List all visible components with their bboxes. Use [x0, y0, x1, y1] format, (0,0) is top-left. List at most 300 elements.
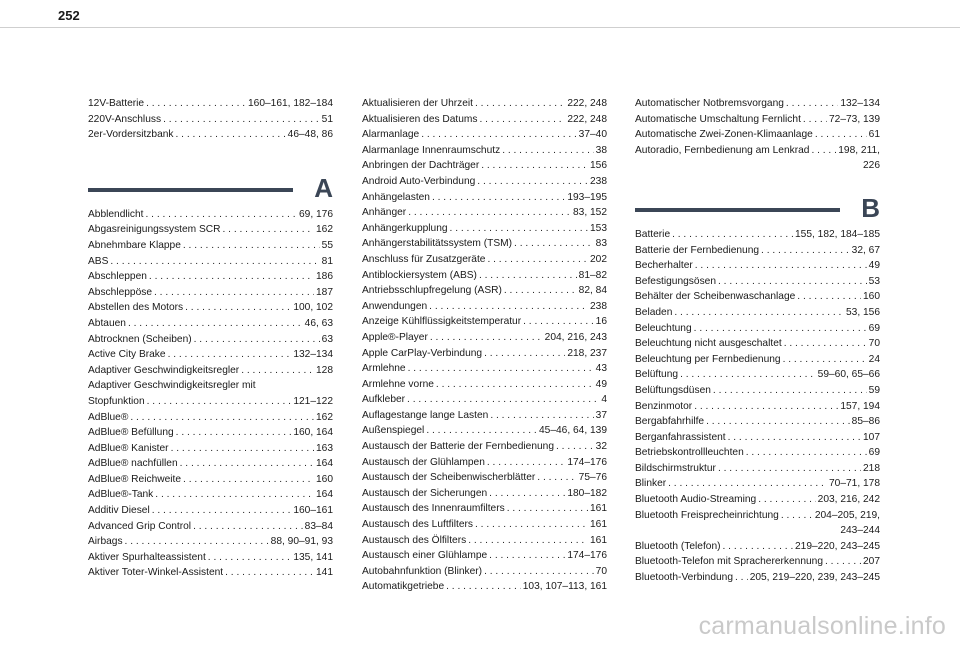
index-entry-pages: 85–86	[851, 416, 880, 428]
index-entry	[635, 258, 880, 274]
index-entry-pages: 51	[321, 113, 333, 125]
index-entry-label: Becherhalter	[635, 260, 693, 272]
index-entry-label: Außenspiegel	[362, 425, 425, 437]
dot-leader	[432, 190, 565, 206]
index-entry	[362, 361, 607, 377]
index-entry-label: Beleuchtung	[635, 322, 692, 334]
index-entry	[362, 564, 607, 580]
dot-leader	[489, 486, 565, 502]
index-entry-pages: 59–60, 65–66	[817, 369, 880, 381]
index-entry-pages: 70	[595, 565, 607, 577]
index-entry-pages: 132–134	[840, 98, 880, 109]
index-entry-pages: 238	[590, 175, 607, 187]
index-entry	[88, 112, 333, 128]
index-entry-pages: 24	[868, 353, 880, 365]
dot-leader	[436, 377, 594, 393]
index-entry-pages: 59	[868, 384, 880, 396]
dot-leader	[783, 352, 867, 368]
index-entry-pages: 186	[316, 271, 333, 283]
dot-leader	[171, 441, 314, 457]
dot-leader	[475, 517, 588, 533]
index-entry-label: Adaptiver Geschwindigkeitsregler	[88, 364, 240, 376]
dot-leader	[193, 519, 303, 535]
dot-leader	[718, 461, 861, 477]
index-entry	[88, 425, 333, 441]
index-entry-pages: 198, 211,	[838, 144, 880, 156]
index-entry	[362, 299, 607, 315]
index-entry	[362, 470, 607, 486]
index-entry-pages: 49	[595, 378, 607, 390]
index-entry	[635, 430, 880, 446]
index-entry-label: Antriebsschlupfregelung (ASR)	[362, 285, 502, 297]
index-entry	[88, 550, 333, 566]
dot-leader	[825, 554, 861, 570]
index-entry	[362, 377, 607, 393]
index-entry-label: Antiblockiersystem (ABS)	[362, 269, 477, 281]
dot-leader	[786, 96, 838, 112]
dot-leader	[407, 392, 599, 408]
index-entry-pages: 32	[595, 441, 607, 453]
index-entry	[635, 399, 880, 415]
index-entry-label: Anwendungen	[362, 300, 428, 312]
index-entry	[362, 190, 607, 206]
dot-leader	[125, 534, 269, 550]
index-entry-pages: 204, 216, 243	[544, 331, 607, 343]
index-entry	[362, 268, 607, 284]
index-entry-pages: 128	[316, 364, 333, 376]
index-entry-label: Austausch des Innenraumfilters	[362, 503, 505, 515]
index-entry-label: Anhängelasten	[362, 191, 430, 203]
index-entry-label: AdBlue®	[88, 411, 129, 423]
index-entry-label: Bluetooth Audio-Streaming	[635, 494, 757, 506]
index-entry-pages: 161	[590, 534, 607, 546]
dot-leader	[487, 252, 588, 268]
index-entry	[362, 143, 607, 159]
dot-leader	[147, 394, 292, 410]
index-entry-pages: 81–82	[578, 269, 607, 281]
index-entry-label: Autoradio, Fernbedienung am Lenkrad	[635, 144, 810, 156]
index-entry-continuation: 243–244	[840, 525, 880, 537]
index-entry	[88, 441, 333, 457]
index-entry-label: AdBlue®-Tank	[88, 489, 154, 501]
index-entry	[362, 439, 607, 455]
index-entry	[362, 501, 607, 517]
index-column-3	[635, 96, 880, 586]
index-entry	[88, 519, 333, 535]
index-entry-label: Befestigungsösen	[635, 275, 716, 287]
index-entry-pages: 37	[595, 409, 607, 421]
watermark: carmanualsonline.info	[698, 612, 946, 640]
index-entry-label: Abblendlicht	[88, 208, 144, 220]
dot-leader	[176, 425, 292, 441]
dot-leader	[429, 299, 588, 315]
index-entry-label: Abtauen	[88, 317, 126, 329]
index-entry	[635, 508, 880, 524]
dot-leader	[815, 127, 867, 143]
index-entry	[635, 112, 880, 128]
index-entry-label: AdBlue® Kanister	[88, 442, 169, 454]
index-entry-label: Beladen	[635, 306, 673, 318]
index-entry-label: AdBlue® nachfüllen	[88, 458, 178, 470]
dot-leader	[225, 565, 314, 581]
index-entry-label: Austausch der Sicherungen	[362, 487, 488, 499]
index-entry	[88, 222, 333, 238]
dot-leader	[163, 112, 320, 128]
dot-leader	[408, 361, 594, 377]
index-entry-label: Blinker	[635, 478, 667, 490]
index-entry-pages: 53, 156	[846, 306, 880, 318]
index-entry-label: Bluetooth-Telefon mit Sprachererkennung	[635, 556, 824, 568]
index-entry-label: 2er-Vordersitzbank	[88, 129, 174, 141]
index-entry-pages: 164	[316, 489, 333, 501]
index-entry-pages: 83	[595, 238, 607, 250]
index-entry-pages: 61	[868, 129, 880, 141]
index-entry-pages: 70–71, 178	[829, 478, 880, 490]
dot-leader	[784, 336, 867, 352]
index-entry	[88, 487, 333, 503]
dot-leader	[446, 579, 521, 595]
index-entry	[362, 408, 607, 424]
index-entry	[635, 476, 880, 492]
index-entry-pages: 180–182	[567, 487, 607, 499]
index-entry-pages: 161	[590, 503, 607, 515]
index-entry-label: Android Auto-Verbindung	[362, 175, 476, 187]
dot-leader	[706, 414, 850, 430]
index-entry-pages: 135, 141	[293, 551, 333, 563]
index-entry-label: Armlehne vorne	[362, 378, 434, 390]
dot-leader	[723, 539, 794, 555]
index-entry-label: Batterie der Fernbedienung	[635, 244, 760, 256]
index-entry	[88, 347, 333, 363]
index-entry-pages: 69, 176	[299, 208, 333, 220]
index-entry	[362, 96, 607, 112]
index-entry	[362, 346, 607, 362]
index-entry-label: Automatischer Notbremsvorgang	[635, 98, 784, 109]
dot-leader	[484, 564, 594, 580]
index-entry-label: Bildschirmstruktur	[635, 462, 716, 474]
dot-leader	[507, 501, 588, 517]
dot-leader	[758, 492, 815, 508]
index-entry-label: Automatische Umschaltung Fernlicht	[635, 113, 801, 125]
index-entry-pages: 203, 216, 242	[817, 494, 880, 506]
index-entry-pages: 153	[590, 222, 607, 234]
index-entry-pages: 49	[868, 260, 880, 272]
index-entry-label: Abstellen des Motors	[88, 302, 184, 314]
index-entry-pages: 72–73, 139	[829, 113, 880, 125]
index-entry-label: Abgasreinigungssystem SCR	[88, 224, 221, 236]
dot-leader	[713, 383, 867, 399]
index-entry-label: Automatikgetriebe	[362, 581, 445, 593]
dot-leader	[479, 268, 577, 284]
dot-leader	[484, 346, 565, 362]
dot-leader	[514, 236, 594, 252]
index-entry-pages: 160, 164	[293, 427, 333, 439]
index-entry-pages: 207	[863, 556, 880, 568]
index-entry-label: Alarmanlage Innenraumschutz	[362, 144, 501, 156]
dot-leader	[489, 548, 565, 564]
index-column-2	[362, 96, 607, 595]
dot-leader	[146, 207, 297, 223]
index-entry	[88, 410, 333, 426]
dot-leader	[475, 96, 565, 112]
index-entry	[635, 127, 880, 143]
dot-leader	[523, 314, 594, 330]
index-entry	[362, 158, 607, 174]
dot-leader	[761, 243, 850, 259]
index-entry-pages: 164	[316, 458, 333, 470]
index-entry-pages: 75–76	[578, 472, 607, 484]
dot-leader	[728, 430, 861, 446]
index-entry-label: Abtrocknen (Scheiben)	[88, 333, 192, 345]
index-entry-pages: 218, 237	[567, 347, 607, 359]
dot-leader	[194, 332, 320, 348]
index-entry-pages: 156	[590, 160, 607, 172]
index-entry	[88, 254, 333, 270]
index-entry	[362, 579, 607, 595]
index-entry	[88, 565, 333, 581]
index-entry	[88, 269, 333, 285]
index-entry	[635, 243, 880, 259]
index-entry-label: Betriebskontrollleuchten	[635, 447, 744, 459]
section-header	[88, 171, 333, 201]
index-entry-pages: 204–205, 219,	[814, 509, 880, 521]
index-entry-label: Aktiver Toter-Winkel-Assistent	[88, 567, 224, 579]
index-entry-label: Additiv Diesel	[88, 505, 150, 517]
index-entry-pages: 69	[868, 322, 880, 334]
index-entry	[88, 394, 333, 410]
index-entry-pages: 83, 152	[573, 207, 607, 219]
index-entry-pages: 174–176	[567, 550, 607, 562]
dot-leader	[695, 258, 867, 274]
index-entry-label: Beleuchtung nicht ausgeschaltet	[635, 338, 782, 350]
index-entry-label: Behälter der Scheibenwaschanlage	[635, 291, 796, 303]
index-entry-label: 220V-Anschluss	[88, 113, 162, 125]
index-entry-pages: 162	[316, 224, 333, 236]
index-entry	[362, 392, 607, 408]
index-entry-pages: 121–122	[293, 395, 333, 407]
index-entry-label: Armlehne	[362, 363, 406, 375]
dot-leader	[537, 470, 576, 486]
index-entry	[362, 127, 607, 143]
dot-leader	[430, 330, 543, 346]
index-entry-label: Bergabfahrhilfe	[635, 416, 705, 428]
index-entry-pages: 32, 67	[851, 244, 880, 256]
dot-leader	[490, 408, 593, 424]
index-entry	[362, 517, 607, 533]
index-entry-label: Abnehmbare Klappe	[88, 239, 181, 251]
index-entry-label: Apple CarPlay-Verbindung	[362, 347, 483, 359]
dot-leader	[128, 316, 303, 332]
index-entry-label: Aktualisieren der Uhrzeit	[362, 98, 473, 109]
index-entry	[362, 221, 607, 237]
dot-leader	[146, 96, 246, 112]
index-entry-label: Autobahnfunktion (Blinker)	[362, 565, 483, 577]
dot-leader	[487, 455, 565, 471]
index-entry-pages: 160–161	[293, 505, 333, 517]
index-entry-pages: 46–48, 86	[287, 129, 333, 141]
dot-leader	[185, 300, 291, 316]
index-entry-pages: 141	[316, 567, 333, 579]
index-entry-label: Austausch des Luftfilters	[362, 519, 473, 531]
dot-leader	[152, 503, 292, 519]
dot-leader	[208, 550, 292, 566]
dot-leader	[680, 367, 816, 383]
index-entry	[362, 174, 607, 190]
dot-leader	[154, 285, 314, 301]
index-entry-pages: 43	[595, 363, 607, 375]
index-entry	[362, 330, 607, 346]
index-entry	[635, 570, 880, 586]
spacer	[635, 174, 880, 191]
dot-leader	[408, 205, 571, 221]
index-entry	[362, 112, 607, 128]
index-entry-label: Austausch der Glühlampen	[362, 456, 485, 468]
index-entry	[635, 414, 880, 430]
dot-leader	[450, 221, 588, 237]
index-entry-label: Bluetooth (Telefon)	[635, 540, 721, 552]
index-entry	[635, 461, 880, 477]
index-entry	[362, 252, 607, 268]
index-entry-label: 12V-Batterie	[88, 98, 145, 109]
spacer	[88, 143, 333, 171]
index-entry	[88, 96, 333, 112]
index-entry	[88, 472, 333, 488]
index-entry-label: Bluetooth Freisprecheinrichtung	[635, 509, 779, 521]
section-bar	[635, 208, 858, 212]
index-entry	[88, 363, 333, 379]
dot-leader	[803, 112, 827, 128]
dot-leader	[502, 143, 593, 159]
index-entry	[362, 205, 607, 221]
index-entry-label: AdBlue® Reichweite	[88, 473, 182, 485]
index-entry-pages: 81	[321, 255, 333, 267]
dot-leader	[183, 238, 320, 254]
page-number: 252	[58, 8, 80, 23]
index-entry-pages: 160	[863, 291, 880, 303]
index-entry	[635, 352, 880, 368]
header-divider	[0, 27, 960, 28]
index-entry-label: Alarmanlage	[362, 129, 420, 141]
index-entry-pages: 161	[590, 519, 607, 531]
index-entry-label: ABS	[88, 255, 109, 267]
dot-leader	[718, 274, 867, 290]
index-entry-label: Active City Brake	[88, 349, 166, 361]
index-entry-pages: 174–176	[567, 456, 607, 468]
dot-leader	[241, 363, 314, 379]
index-entry-pages: 219–220, 243–245	[795, 540, 880, 552]
index-entry-label: Austausch der Batterie der Fernbedienung	[362, 441, 554, 453]
index-entry-pages: 193–195	[567, 191, 607, 203]
index-entry-pages: 16	[595, 316, 607, 328]
index-entry-label: Aktualisieren des Datums	[362, 113, 478, 125]
index-entry	[635, 336, 880, 352]
dot-leader	[480, 112, 566, 128]
index-entry-pages: 205, 219–220, 239, 243–245	[749, 572, 880, 584]
index-entry-label: Austausch des Ölfilters	[362, 534, 467, 546]
dot-leader	[130, 410, 314, 426]
index-entry-pages: 187	[316, 286, 333, 298]
index-entry-label: Anhänger	[362, 207, 407, 219]
index-entry-pages: 69	[868, 447, 880, 459]
index-entry	[362, 314, 607, 330]
dot-leader	[223, 222, 315, 238]
index-column-1	[88, 96, 333, 581]
index-entry	[88, 238, 333, 254]
index-entry	[362, 533, 607, 549]
index-entry	[88, 285, 333, 301]
index-entry-pages: 88, 90–91, 93	[270, 536, 333, 548]
index-entry-pages: 82, 84	[578, 285, 607, 297]
index-entry-pages: 55	[321, 239, 333, 251]
index-entry-label: Bluetooth-Verbindung	[635, 572, 733, 584]
index-entry-label: Stopfunktion	[88, 395, 145, 407]
index-entry-pages: 160–161, 182–184	[248, 98, 333, 109]
index-entry-pages: 63	[321, 333, 333, 345]
index-entry-label: Anbringen der Dachträger	[362, 160, 480, 172]
index-entry-pages: 38	[595, 144, 607, 156]
index-entry	[362, 455, 607, 471]
dot-leader	[735, 570, 748, 586]
index-entry	[635, 289, 880, 305]
index-entry-label: Anzeige Kühlflüssigkeitstemperatur	[362, 316, 522, 328]
index-entry-label: Abschleppöse	[88, 286, 153, 298]
dot-leader	[746, 445, 867, 461]
index-entry-pages: 53	[868, 275, 880, 287]
index-entry-continuation: 226	[863, 160, 880, 172]
section-letter: A	[314, 172, 333, 203]
index-entry	[88, 332, 333, 348]
index-entry-pages: 46, 63	[304, 317, 333, 329]
index-entry	[88, 456, 333, 472]
dot-leader	[674, 305, 844, 321]
index-entry-pages: 222, 248	[567, 113, 607, 125]
dot-leader	[180, 456, 314, 472]
index-entry	[635, 554, 880, 570]
index-entry-pages: 162	[316, 411, 333, 423]
index-entry-pages: 155, 182, 184–185	[795, 228, 880, 240]
index-entry-label: Abschleppen	[88, 271, 147, 283]
section-bar	[88, 188, 311, 192]
index-entry	[362, 423, 607, 439]
index-entry-label: Airbags	[88, 536, 123, 548]
index-entry-pages: 103, 107–113, 161	[522, 581, 607, 593]
index-entry-label: AdBlue® Befüllung	[88, 427, 174, 439]
dot-leader	[668, 476, 827, 492]
index-entry-label: Anschluss für Zusatzgeräte	[362, 253, 486, 265]
index-entry-label: Aktiver Spurhalteassistent	[88, 551, 206, 563]
dot-leader	[421, 127, 576, 143]
section-header	[635, 191, 880, 221]
index-entry	[635, 367, 880, 383]
dot-leader	[149, 269, 314, 285]
index-entry-label: Austausch einer Glühlampe	[362, 550, 488, 562]
index-entry	[88, 207, 333, 223]
index-entry	[88, 127, 333, 143]
dot-leader	[556, 439, 594, 455]
dot-leader	[183, 472, 314, 488]
index-entry	[88, 503, 333, 519]
dot-leader	[504, 283, 577, 299]
index-entry-label: Austausch der Scheibenwischerblätter	[362, 472, 536, 484]
index-entry-pages: 107	[863, 431, 880, 443]
index-entry	[362, 283, 607, 299]
index-entry	[362, 486, 607, 502]
index-entry-pages: 37–40	[578, 129, 607, 141]
index-entry-label: Apple®-Player	[362, 331, 428, 343]
index-entry	[635, 274, 880, 290]
dot-leader	[426, 423, 537, 439]
index-entry	[635, 539, 880, 555]
